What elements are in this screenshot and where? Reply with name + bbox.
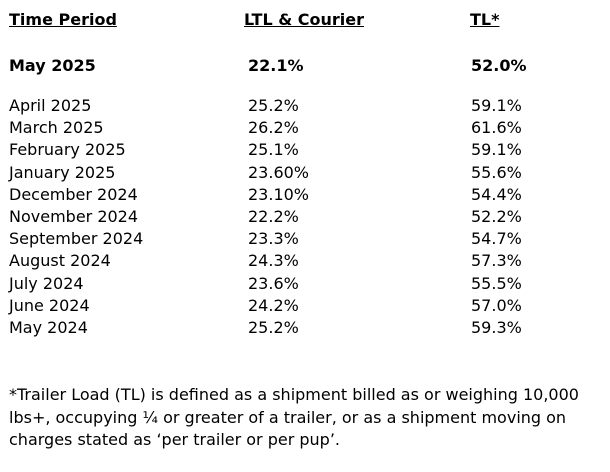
row-ltl-value: 23.10% (248, 184, 310, 204)
row-tl-value: 57.3% (471, 251, 522, 271)
row-ltl-value: 23.3% (248, 229, 299, 249)
row-tl-value: 52.2% (471, 206, 522, 226)
row-tl-value: 59.1% (471, 96, 522, 115)
row-ltl-value: 23.60% (248, 162, 310, 182)
header-time-period: Time Period (9, 10, 117, 29)
row-period: March 2025 (9, 118, 104, 138)
header-ltl-courier: LTL & Courier (244, 10, 364, 29)
row-period: November 2024 (9, 206, 139, 226)
row-period: June 2024 (9, 295, 90, 315)
row-ltl-value: 24.3% (248, 251, 299, 271)
row-tl-value: 59.1% (471, 140, 522, 160)
table-row (0, 274, 610, 296)
row-period: February 2025 (9, 140, 126, 160)
row-period: December 2024 (9, 184, 138, 204)
row-ltl-value: 22.2% (248, 206, 299, 226)
featured-tl-value: 52.0% (471, 56, 527, 75)
featured-row (0, 56, 610, 78)
row-period: August 2024 (9, 251, 111, 271)
tl-definition-footnote: *Trailer Load (TL) is defined as a shipment billed as or weighing 10,000 lbs+, occupying ¼ or greater of a trailer, or as a shipment moving on charges stated as ‘per trailer or per pup’. (9, 385, 579, 449)
table-row (0, 118, 610, 140)
table-row (0, 296, 610, 318)
row-tl-value: 55.5% (471, 273, 522, 293)
row-tl-value: 54.7% (471, 229, 522, 249)
table-row (0, 96, 610, 118)
row-period: September 2024 (9, 229, 144, 249)
row-tl-value: 61.6% (471, 118, 522, 138)
table-row (0, 251, 610, 273)
row-ltl-value: 25.2% (248, 317, 299, 337)
row-ltl-value: 25.1% (248, 140, 299, 160)
featured-period: May 2025 (9, 56, 96, 75)
table-row (0, 140, 610, 162)
row-period: January 2025 (9, 162, 116, 182)
row-period: May 2024 (9, 317, 88, 337)
row-ltl-value: 24.2% (248, 295, 299, 315)
row-tl-value: 55.6% (471, 162, 522, 182)
row-period: July 2024 (9, 273, 84, 293)
row-ltl-value: 23.6% (248, 273, 299, 293)
row-period: April 2025 (9, 96, 92, 115)
table-row (0, 163, 610, 185)
table-row (0, 318, 610, 340)
history-table (0, 96, 610, 340)
table-row (0, 207, 610, 229)
row-tl-value: 54.4% (471, 184, 522, 204)
row-ltl-value: 25.2% (248, 96, 299, 115)
header-tl: TL* (470, 10, 500, 29)
table-row (0, 229, 610, 251)
row-ltl-value: 26.2% (248, 118, 299, 138)
row-tl-value: 59.3% (471, 317, 522, 337)
table-row (0, 185, 610, 207)
featured-ltl-value: 22.1% (248, 56, 304, 75)
row-tl-value: 57.0% (471, 295, 522, 315)
